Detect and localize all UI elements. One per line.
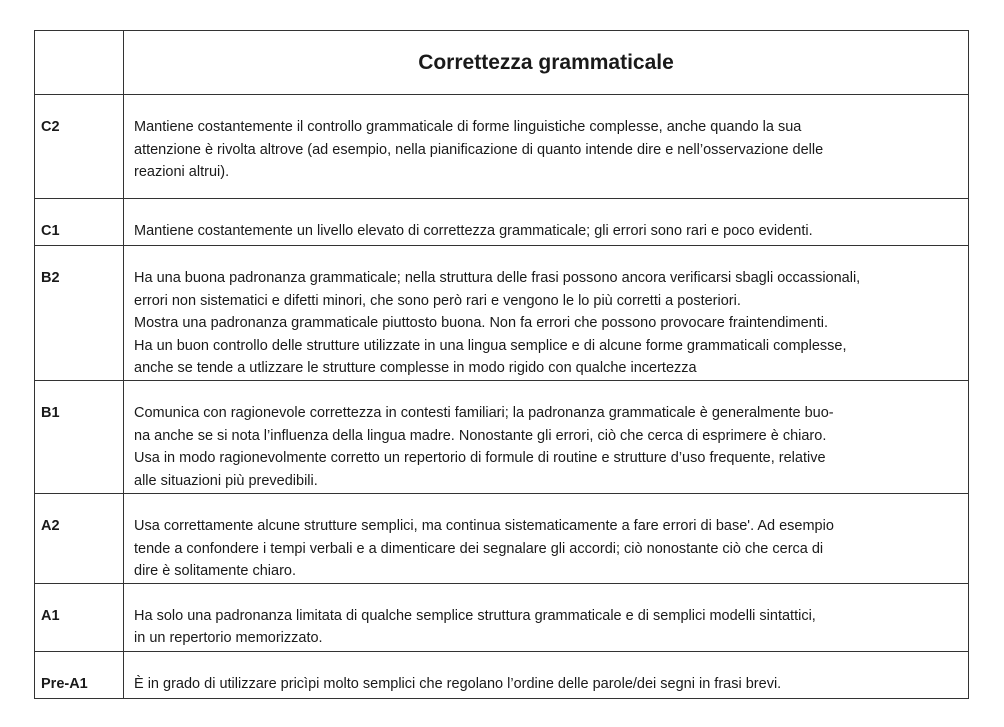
description-line: Mostra una padronanza grammaticale piuttosto buona. Non fa errori che possono provocare fraintendimenti. bbox=[134, 315, 828, 331]
description-line: È in grado di utilizzare pricìpi molto semplici che regolano l’ordine delle parole/dei segni in frasi brevi. bbox=[134, 675, 782, 692]
level-label: B2 bbox=[35, 246, 124, 381]
header-row bbox=[35, 31, 969, 95]
level-label: A2 bbox=[35, 494, 124, 584]
description-line: errori non sistematici e difetti minori, che sono però rari e vengono le lo più corretti a posteriori. bbox=[134, 292, 741, 309]
level-description bbox=[124, 381, 969, 494]
table-row bbox=[35, 95, 969, 199]
level-label: A1 bbox=[35, 583, 124, 651]
description-line: Mantiene costantemente il controllo grammaticale di forme linguistiche complesse, anche quando la sua bbox=[134, 119, 802, 135]
description-line: anche se tende a utlizzare le strutture complesse in modo rigido con qualche incertezza bbox=[134, 360, 697, 376]
table-title: Correttezza grammaticale bbox=[124, 31, 969, 95]
level-label: C2 bbox=[35, 95, 124, 199]
description-line: Comunica con ragionevole correttezza in contesti familiari; la padronanza grammaticale è generalmente buo- bbox=[134, 405, 834, 421]
description-line: in un repertorio memorizzato. bbox=[134, 630, 323, 646]
level-description bbox=[124, 651, 969, 698]
description-line: reazioni altrui). bbox=[134, 164, 230, 180]
table-row bbox=[35, 651, 969, 698]
table-row bbox=[35, 494, 969, 584]
description-line: Ha una buona padronanza grammaticale; nella struttura delle frasi possono ancora verificarsi sbagli occassionali, bbox=[134, 270, 861, 286]
description-line: dire è solitamente chiaro. bbox=[134, 563, 296, 579]
description-line: Ha solo una padronanza limitata di qualche semplice struttura grammaticale e di semplici modelli sintattici, bbox=[134, 607, 816, 624]
grammar-descriptor-table bbox=[34, 30, 969, 699]
header-empty-cell bbox=[35, 31, 124, 95]
level-description bbox=[124, 494, 969, 584]
description-line: tende a confondere i tempi verbali e a dimenticare dei segnalare gli accordi; ciò nonostante ciò che cerca di bbox=[134, 540, 824, 557]
description-line: alle situazioni più prevedibili. bbox=[134, 472, 318, 489]
level-description bbox=[124, 199, 969, 246]
level-label: B1 bbox=[35, 381, 124, 494]
description-line: Usa correttamente alcune strutture semplici, ma continua sistematicamente a fare errori di base'. Ad esempio bbox=[134, 518, 834, 534]
description-line: Usa in modo ragionevolmente corretto un repertorio di formule di routine e strutture d’uso frequente, relative bbox=[134, 450, 826, 466]
description-line: attenzione è rivolta altrove (ad esempio, nella pianificazione di quanto intende dire e nell’osservazione delle bbox=[134, 141, 824, 158]
level-description bbox=[124, 95, 969, 199]
description-line: Mantiene costantemente un livello elevato di correttezza grammaticale; gli errori sono rari e poco evidenti. bbox=[134, 223, 813, 239]
description-line: na anche se si nota l’influenza della lingua madre. Nonostante gli errori, ciò che cerca di esprimere è chiaro. bbox=[134, 427, 827, 444]
level-label: Pre-A1 bbox=[35, 651, 124, 698]
level-description bbox=[124, 583, 969, 651]
level-label: C1 bbox=[35, 199, 124, 246]
description-line: Ha un buon controllo delle strutture utilizzate in una lingua semplice e di alcune forme grammaticali complesse, bbox=[134, 337, 847, 354]
table-row bbox=[35, 381, 969, 494]
table-row bbox=[35, 246, 969, 381]
table-row bbox=[35, 583, 969, 651]
table-row bbox=[35, 199, 969, 246]
level-description bbox=[124, 246, 969, 381]
